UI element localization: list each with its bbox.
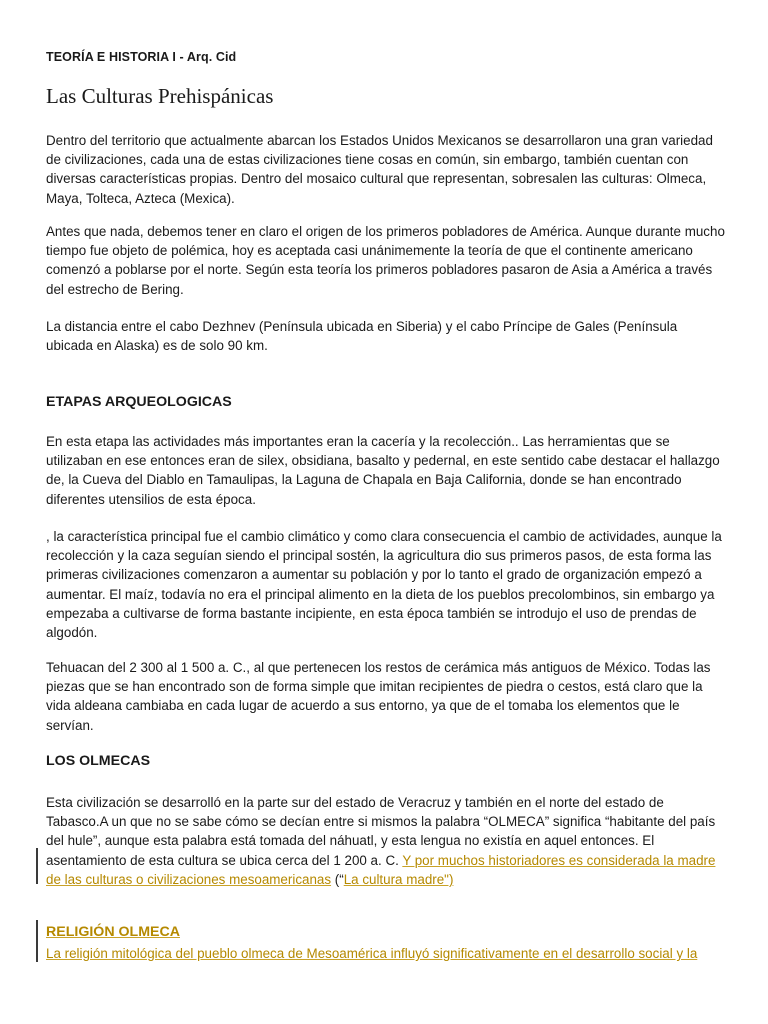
etapas-paragraph-2: , la característica principal fue el cambio climático y como clara consecuencia el cambio de actividades, aunque la recolección y la caza seguían siendo el principal sostén, la agricultura dio sus primeros pasos, de esta forma las primeras civilizaciones comenzaron a aumentar su población y por lo tanto el grado de organización empezó a aumentar. El maíz, todavía no era el principal alimento en la dieta de los pueblos precolombinos, sin embargo ya empezaba a cultivarse de forma bastante incipiente, en esta época también se introdujo el uso de prendas de algodón.	[46, 529, 722, 641]
course-header: TEORÍA E HISTORIA I - Arq. Cid	[46, 50, 237, 64]
intro-paragraph-2: Antes que nada, debemos tener en claro el origen de los primeros pobladores de América. Aunque durante mucho tiempo fue objeto de polémica, hoy es aceptada casi unánimemente la teoría de que el continente americano comenzó a poblarse por el norte. Según esta teoría los primeros pobladores pasaron de Asia a América a través del estrecho de Bering.	[46, 224, 725, 297]
olmecas-heading: LOS OLMECAS	[46, 753, 151, 769]
revision-change-bar	[36, 920, 38, 962]
intro-paragraph-1: Dentro del territorio que actualmente abarcan los Estados Unidos Mexicanos se desarrollaron una gran variedad de civilizaciones, cada una de estas civilizaciones tiene cosas en común, sin embargo, también cuentan con diversas características propias. Dentro del mosaico cultural que representan, sobresalen las culturas: Olmeca, Maya, Tolteca, Azteca (Mexica).	[46, 133, 713, 206]
olmecas-paragraph	[46, 793, 726, 889]
etapas-paragraph-1: En esta etapa las actividades más importantes eran la cacería y la recolección.. Las herramientas que se utilizaban en ese entonces eran de silex, obsidiana, basalto y pedernal, en este sentido cabe destacar el hallazgo de, la Cueva del Diablo en Tamaulipas, la Laguna de Chapala en Baja California, donde se han encontrado diferentes utensilios de esta época.	[46, 434, 720, 507]
olmecas-text: Esta civilización se desarrolló en la parte sur del estado de Veracruz y también en el norte del estado de Tabasco.A un que no se sabe cómo se decían entre si mismos la palabra “OLMECA” significa “habitante del país del hule”, aunque esta palabra está tomada del náhuatl, y esta lengua no existía en aquel entonces. El asentamiento de esta cultura se ubica cerca del 1 200 a. C.	[46, 795, 716, 868]
etapas-heading: ETAPAS ARQUEOLOGICAS	[46, 394, 232, 410]
etapas-paragraph-3: Tehuacan del 2 300 al 1 500 a. C., al que pertenecen los restos de cerámica más antiguos de México. Todas las piezas que se han encontrado son de forma simple que imitan recipientes de piedra o cestos, está claro que la vida aldeana cambiaba en cada lugar de acuerdo a sus entorno, ya que de el tomaba los elementos que le servían.	[46, 660, 711, 733]
revision-change-bar	[36, 848, 38, 884]
cultura-madre-link[interactable]: La cultura madre")	[343, 871, 454, 887]
religion-heading[interactable]: RELIGIÓN OLMECA	[46, 924, 180, 940]
intro-paragraph-3: La distancia entre el cabo Dezhnev (Península ubicada en Siberia) y el cabo Príncipe de Gales (Península ubicada en Alaska) es de solo 90 km.	[46, 319, 678, 354]
olmecas-text-between: (“	[331, 871, 344, 887]
religion-link-paragraph[interactable]: La religión mitológica del pueblo olmeca de Mesoamérica influyó significativamente en el desarrollo social y la	[46, 946, 698, 961]
madre-culturas-link[interactable]: Y por muchos historiadores es considerada la madre de las culturas o civilizaciones mesoamericanas	[46, 852, 716, 887]
page-title: Las Culturas Prehispánicas	[46, 84, 274, 108]
